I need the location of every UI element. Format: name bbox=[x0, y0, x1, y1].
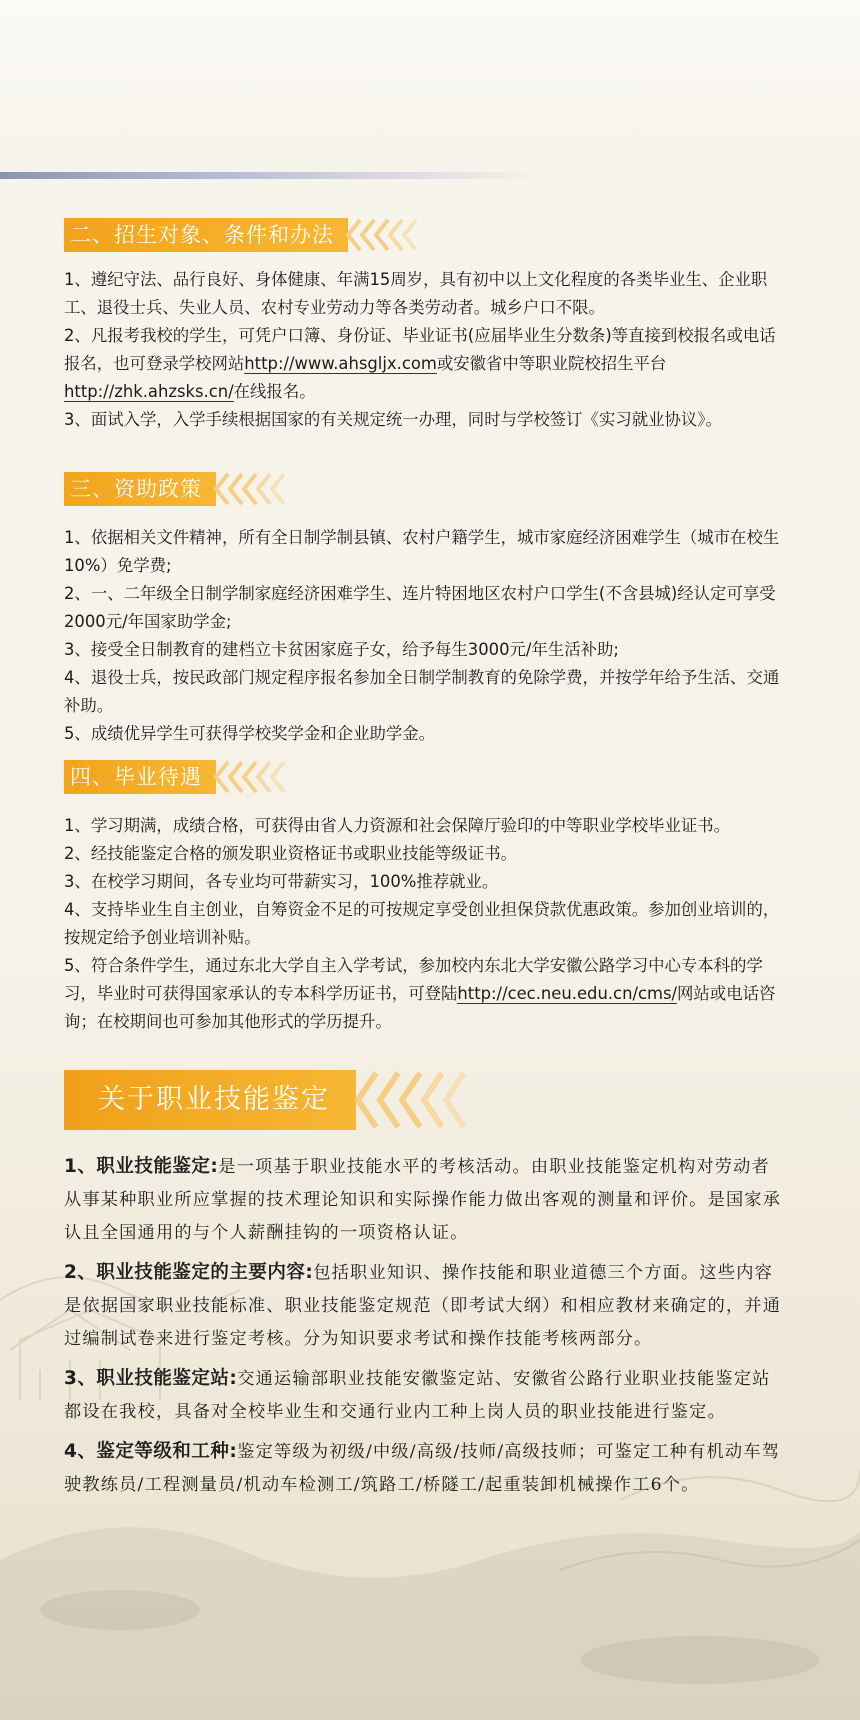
enrollment-platform-link[interactable]: http://zhk.ahzsks.cn/ bbox=[64, 382, 234, 401]
paragraph: 1、遵纪守法、品行良好、身体健康、年满15周岁，具有初中以上文化程度的各类毕业生、企业职工、退役士兵、失业人员、农村专业劳动力等各类劳动者。城乡户口不限。 bbox=[64, 270, 768, 317]
section-header-graduation bbox=[64, 760, 294, 794]
paragraph: 3、在校学习期间，各专业均可带薪实习，100%推荐就业。 bbox=[64, 872, 499, 891]
paragraph: 2、经技能鉴定合格的颁发职业资格证书或职业技能等级证书。 bbox=[64, 844, 517, 863]
paragraph: 5、成绩优异学生可获得学校奖学金和企业助学金。 bbox=[64, 724, 436, 743]
chevron-decoration-icon bbox=[346, 218, 426, 252]
paragraph: 3、面试入学，入学手续根据国家的有关规定统一办理，同时与学校签订《实习就业协议》。 bbox=[64, 410, 722, 429]
neu-website-link[interactable]: http://cec.neu.edu.cn/cms/ bbox=[457, 984, 678, 1003]
paragraph: 3、接受全日制教育的建档立卡贫困家庭子女，给予每生3000元/年生活补助; bbox=[64, 640, 619, 659]
section-header-enrollment bbox=[64, 218, 426, 252]
paragraph: 2、一、二年级全日制学制家庭经济困难学生、连片特困地区农村户口学生(不含县城)经认定可享受2000元/年国家助学金; bbox=[64, 584, 776, 631]
paragraph: 4、支持毕业生自主创业，自筹资金不足的可按规定享受创业担保贷款优惠政策。参加创业培训的，按规定给予创业培训补贴。 bbox=[64, 900, 780, 947]
paragraph: 2、职业技能鉴定的主要内容:包括职业知识、操作技能和职业道德三个方面。这些内容是依据国家职业技能标准、职业技能鉴定规范（即考试大纲）和相应教材来确定的，并通过编制试卷来进行鉴定考核。分为知识要求考试和操作技能考核两部分。 bbox=[64, 1262, 782, 1349]
term-label: 3、职业技能鉴定站: bbox=[64, 1368, 238, 1389]
paragraph: 1、学习期满，成绩合格，可获得由省人力资源和社会保障厅验印的中等职业学校毕业证书。 bbox=[64, 816, 731, 835]
school-website-link[interactable]: http://www.ahsgljx.com bbox=[244, 354, 437, 373]
section-header-skills bbox=[64, 1070, 484, 1130]
enrollment-body bbox=[64, 266, 784, 434]
paragraph: 2、凡报考我校的学生，可凭户口簿、身份证、毕业证书(应届毕业生分数条)等直接到校报名或电话报名，也可登录学校网站http://www.ahsgljx.com或安徽省中等职业院校招生平台http://zhk.ahzsks.cn/在线报名。 bbox=[64, 326, 776, 401]
term-label: 2、职业技能鉴定的主要内容: bbox=[64, 1262, 314, 1283]
top-banner bbox=[0, 0, 860, 170]
term-label: 1、职业技能鉴定: bbox=[64, 1156, 219, 1177]
term-label: 4、鉴定等级和工种: bbox=[64, 1441, 238, 1462]
chevron-decoration-icon bbox=[214, 760, 294, 794]
paragraph: 5、符合条件学生，通过东北大学自主入学考试，参加校内东北大学安徽公路学习中心专本科的学习，毕业时可获得国家承认的专本科学历证书，可登陆http://cec.neu.edu.cn/cms/网站或电话咨询；在校期间也可参加其他形式的学历提升。 bbox=[64, 956, 776, 1031]
paragraph: 1、依据相关文件精神，所有全日制学制县镇、农村户籍学生，城市家庭经济困难学生（城市在校生10%）免学费; bbox=[64, 528, 780, 575]
graduation-body bbox=[64, 812, 784, 1036]
section-title: 二、招生对象、条件和办法 bbox=[64, 218, 348, 252]
aid-body bbox=[64, 524, 784, 748]
paragraph: 1、职业技能鉴定:是一项基于职业技能水平的考核活动。由职业技能鉴定机构对劳动者从事某种职业所应掌握的技术理论知识和实际操作能力做出客观的测量和评价。是国家承认且全国通用的与个人薪酬挂钩的一项资格认证。 bbox=[64, 1156, 782, 1243]
section-header-aid bbox=[64, 472, 294, 506]
paragraph: 4、退役士兵，按民政部门规定程序报名参加全日制学制教育的免除学费，并按学年给予生活、交通补助。 bbox=[64, 668, 780, 715]
top-divider bbox=[0, 172, 540, 179]
chevron-decoration-icon bbox=[354, 1070, 484, 1130]
chevron-decoration-icon bbox=[214, 472, 294, 506]
paragraph: 3、职业技能鉴定站:交通运输部职业技能安徽鉴定站、安徽省公路行业职业技能鉴定站都设在我校，具备对全校毕业生和交通行业内工种上岗人员的职业技能进行鉴定。 bbox=[64, 1368, 771, 1422]
section-title: 三、资助政策 bbox=[64, 472, 216, 506]
skills-body bbox=[64, 1150, 784, 1508]
section-title: 四、毕业待遇 bbox=[64, 760, 216, 794]
paragraph: 4、鉴定等级和工种:鉴定等级为初级/中级/高级/技师/高级技师；可鉴定工种有机动车驾驶教练员/工程测量员/机动车检测工/筑路工/桥隧工/起重装卸机械操作工6个。 bbox=[64, 1441, 781, 1495]
section-title: 关于职业技能鉴定 bbox=[64, 1070, 356, 1130]
